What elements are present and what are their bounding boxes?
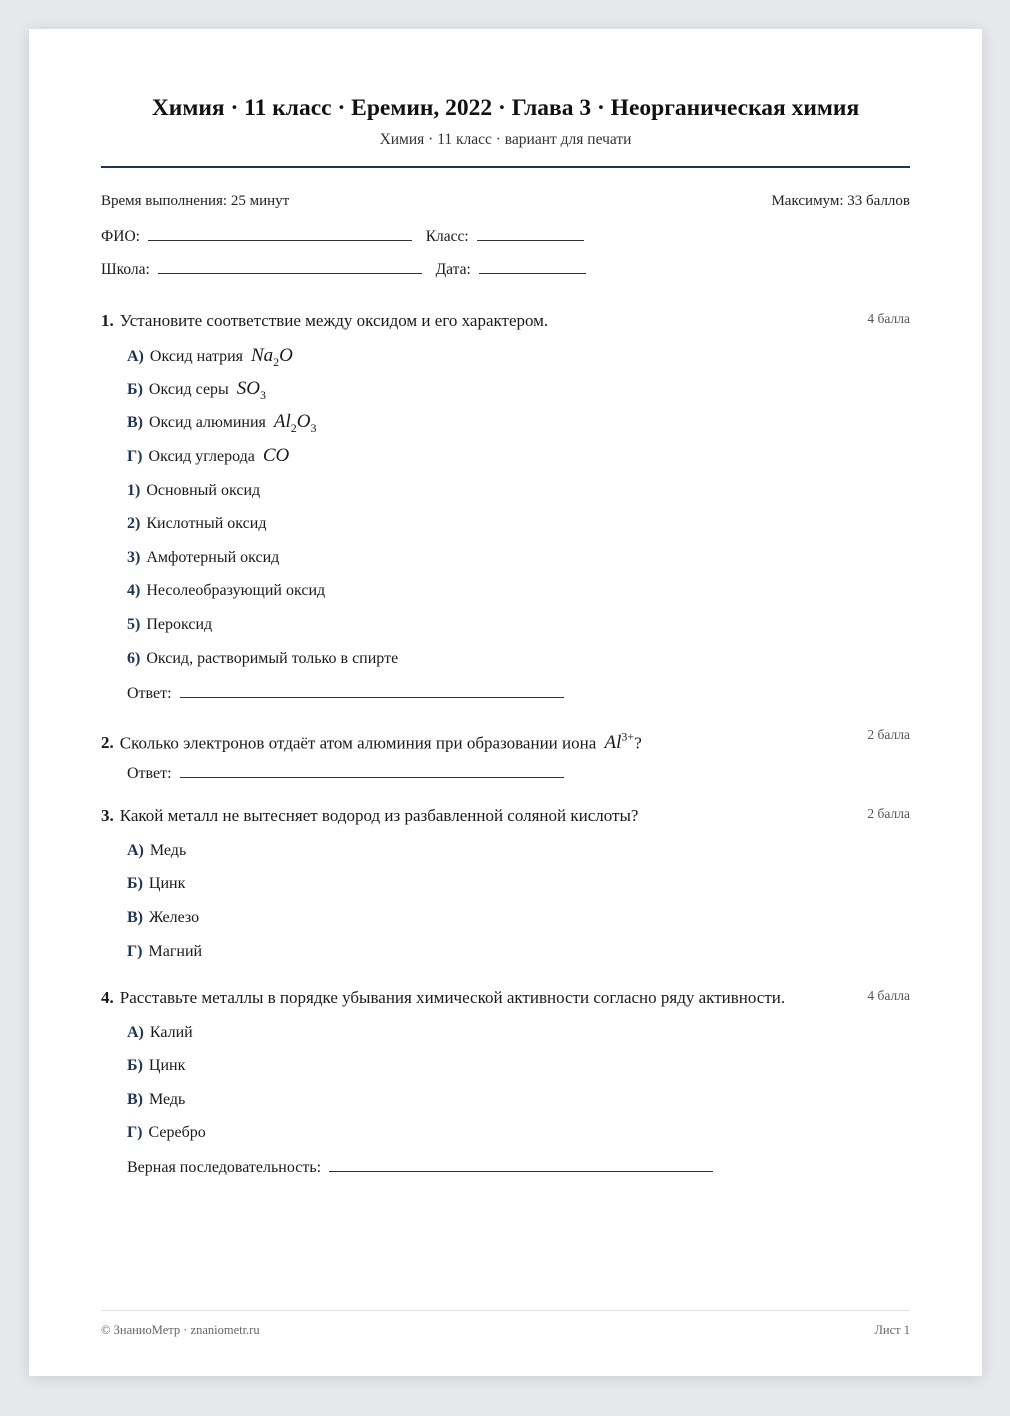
option-key: В) xyxy=(127,1091,143,1108)
time-limit: Время выполнения: 25 минут xyxy=(101,193,290,209)
option-g[interactable] xyxy=(127,942,202,962)
option-a[interactable] xyxy=(127,346,293,372)
option-key: В) xyxy=(127,414,143,431)
question-3 xyxy=(101,805,910,960)
option-text: Цинк xyxy=(148,875,186,892)
question-points: 4 балла xyxy=(867,311,910,326)
formula: $Al^{3+}$ xyxy=(604,730,635,754)
page-subtitle: Химия · 11 класс · вариант для печати xyxy=(379,131,632,148)
question-points: 2 балла xyxy=(867,727,910,742)
question-1 xyxy=(101,310,910,702)
option-key: В) xyxy=(127,909,143,926)
question-number: 3. xyxy=(101,806,114,825)
answer-field[interactable] xyxy=(180,683,564,698)
school-field[interactable] xyxy=(158,259,422,274)
option-text: Оксид алюминия xyxy=(149,414,266,431)
fio-field[interactable] xyxy=(148,226,412,241)
option-key: А) xyxy=(127,1024,144,1041)
formula: CO xyxy=(262,445,290,466)
answer-field[interactable] xyxy=(329,1157,713,1172)
answer-row xyxy=(127,763,564,783)
question-mark: ? xyxy=(634,733,642,753)
fio-row xyxy=(101,226,910,246)
footer-copyright: © ЗнаниоМетр · znaniometr.ru xyxy=(101,1323,260,1337)
header-divider xyxy=(101,166,910,168)
school-label: Школа: xyxy=(101,261,150,278)
option-a[interactable] xyxy=(127,841,186,861)
option-text: Железо xyxy=(149,909,200,926)
meta-row xyxy=(101,193,910,210)
match-text: Основный оксид xyxy=(146,482,261,499)
date-field[interactable] xyxy=(479,259,586,274)
match-1[interactable] xyxy=(127,481,260,501)
option-key: Б) xyxy=(127,875,143,892)
fio-label: ФИО: xyxy=(101,228,140,245)
question-text: Установите соответствие между оксидом и его характером. xyxy=(119,311,549,330)
question-text: Расставьте металлы в порядке убывания химической активности согласно ряду активности. xyxy=(119,988,786,1007)
question-2-head xyxy=(101,726,910,754)
option-text: Калий xyxy=(149,1024,193,1041)
option-key: Б) xyxy=(127,1057,143,1074)
option-g[interactable] xyxy=(127,1123,206,1143)
option-text: Оксид серы xyxy=(148,381,229,398)
option-key: Б) xyxy=(127,381,143,398)
match-key: 4) xyxy=(127,582,141,599)
question-number: 2. xyxy=(101,733,114,753)
school-row xyxy=(101,259,910,279)
answer-label: Ответ: xyxy=(127,685,172,702)
option-text: Медь xyxy=(149,1091,186,1108)
question-text: Сколько электронов отдаёт атом алюминия при образовании иона xyxy=(119,733,597,753)
class-label: Класс: xyxy=(425,228,469,245)
match-key: 5) xyxy=(127,616,141,633)
question-number: 4. xyxy=(101,988,114,1007)
formula: $SO_3$ xyxy=(236,378,267,402)
footer-divider xyxy=(101,1310,910,1311)
option-b[interactable] xyxy=(127,874,185,894)
page-title: Химия · 11 класс · Еремин, 2022 · Глава 3 · Неорганическая химия xyxy=(151,95,860,121)
option-v[interactable] xyxy=(127,412,317,438)
match-text: Пероксид xyxy=(146,616,213,633)
answer-field[interactable] xyxy=(180,763,564,778)
question-text: Какой металл не вытесняет водород из разбавленной соляной кислоты? xyxy=(119,806,639,825)
option-a[interactable] xyxy=(127,1023,193,1043)
question-3-head xyxy=(101,805,910,827)
question-1-head xyxy=(101,310,910,332)
question-4-head xyxy=(101,987,910,1009)
question-points: 4 балла xyxy=(867,988,910,1003)
match-text: Оксид, растворимый только в спирте xyxy=(146,650,399,667)
option-b[interactable] xyxy=(127,1056,185,1076)
match-key: 2) xyxy=(127,515,141,532)
option-key: Г) xyxy=(127,943,143,960)
match-5[interactable] xyxy=(127,615,212,635)
match-key: 6) xyxy=(127,650,141,667)
match-key: 3) xyxy=(127,549,141,566)
answer-label: Ответ: xyxy=(127,765,172,782)
option-key: А) xyxy=(127,348,144,365)
match-4[interactable] xyxy=(127,581,325,601)
match-3[interactable] xyxy=(127,548,279,568)
option-g[interactable] xyxy=(127,446,289,467)
answer-row xyxy=(127,1157,713,1177)
option-text: Оксид углерода xyxy=(148,448,255,465)
option-text: Медь xyxy=(149,842,187,859)
question-number: 1. xyxy=(101,311,114,330)
answer-label: Верная последовательность: xyxy=(127,1159,322,1176)
question-4 xyxy=(101,987,910,1176)
option-text: Цинк xyxy=(148,1057,186,1074)
match-text: Кислотный оксид xyxy=(146,515,267,532)
option-v[interactable] xyxy=(127,1090,185,1110)
option-text: Магний xyxy=(148,943,203,960)
option-key: А) xyxy=(127,842,144,859)
question-points: 2 балла xyxy=(867,806,910,821)
footer-page-number: Лист 1 xyxy=(874,1323,910,1337)
date-label: Дата: xyxy=(435,261,471,278)
formula: $Al_2O_3$ xyxy=(273,411,317,435)
option-key: Г) xyxy=(127,448,143,465)
formula: $Na_2O$ xyxy=(250,345,293,369)
match-2[interactable] xyxy=(127,514,266,534)
match-text: Амфотерный оксид xyxy=(146,549,280,566)
answer-row xyxy=(127,683,564,703)
worksheet-page xyxy=(29,29,982,1376)
option-text: Серебро xyxy=(148,1124,206,1141)
match-key: 1) xyxy=(127,482,141,499)
option-key: Г) xyxy=(127,1124,143,1141)
question-2 xyxy=(101,726,910,782)
match-text: Несолеобразующий оксид xyxy=(146,582,326,599)
match-6[interactable] xyxy=(127,649,398,669)
option-text: Оксид натрия xyxy=(149,348,243,365)
class-field[interactable] xyxy=(477,226,584,241)
option-v[interactable] xyxy=(127,908,199,928)
option-b[interactable] xyxy=(127,379,266,405)
max-score: Максимум: 33 баллов xyxy=(771,193,910,209)
